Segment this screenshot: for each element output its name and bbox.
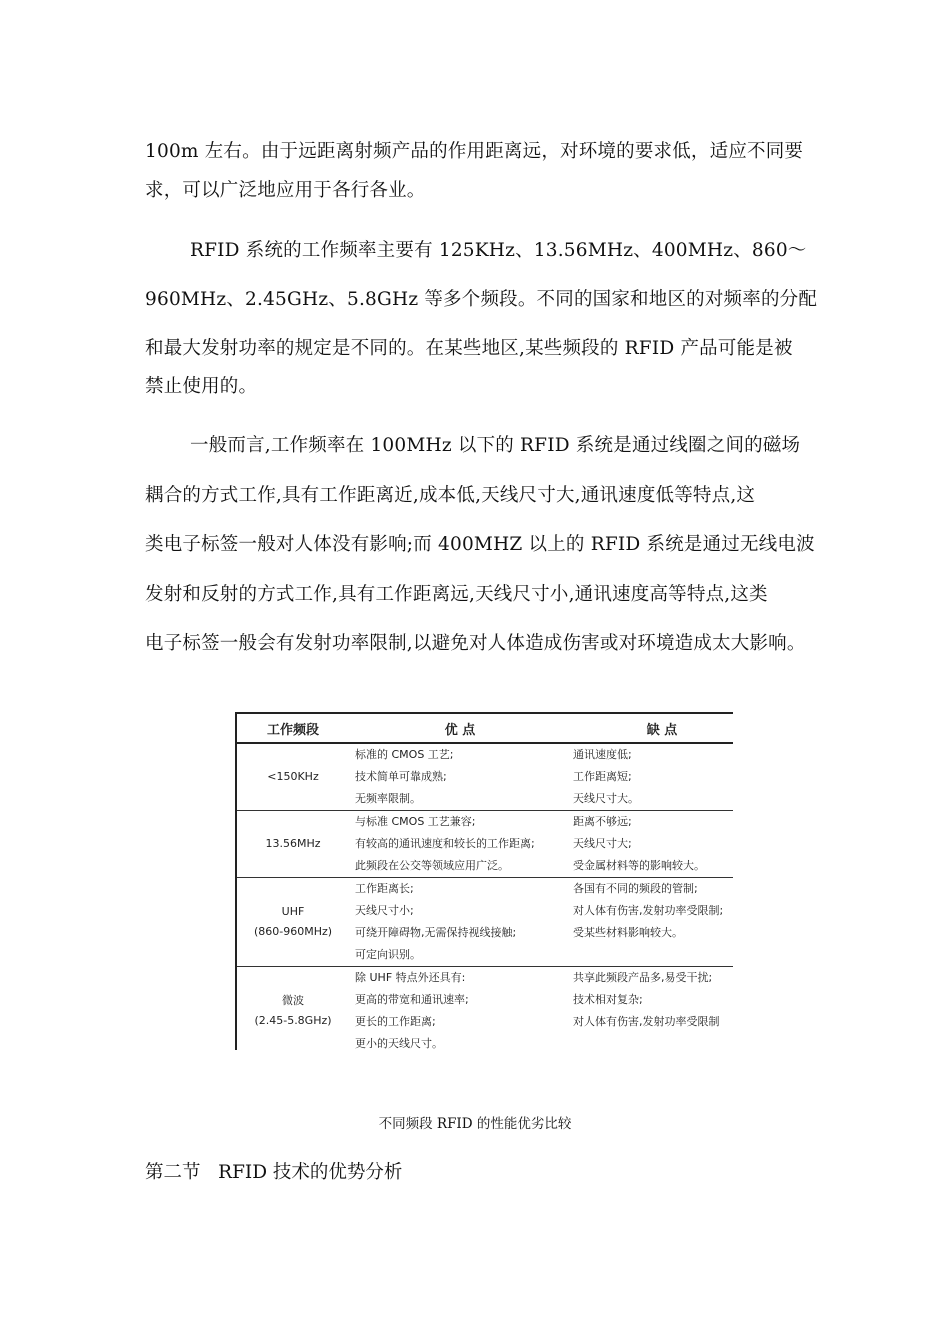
table-row	[235, 743, 733, 811]
paragraph-3-line-4: 发射和反射的方式工作,具有工作距离远,天线尺寸小,通讯速度高等特点,这类	[145, 584, 768, 605]
paragraph-2-line-4: 禁止使用的。	[145, 376, 258, 397]
paragraph-1-line-2: 求，可以广泛地应用于各行各业。	[145, 180, 426, 201]
table-left-border	[235, 712, 237, 1050]
table-row	[235, 878, 733, 967]
cell-disadvantages: 距离不够远; 天线尺寸大; 受金属材料等的影响较大。	[569, 811, 733, 878]
paragraph-2-line-2: 960MHz、2.45GHz、5.8GHz 等多个频段。不同的国家和地区的对频率的分配	[145, 289, 818, 310]
header-frequency: 工作频段	[235, 713, 351, 743]
paragraph-3-line-1: 一般而言,工作频率在 100MHz 以下的 RFID 系统是通过线圈之间的磁场	[190, 435, 801, 456]
paragraph-2-line-3: 和最大发射功率的规定是不同的。在某些地区,某些频段的 RFID 产品可能是被	[145, 338, 793, 359]
paragraph-3-line-5: 电子标签一般会有发射功率限制,以避免对人体造成伤害或对环境造成太大影响。	[145, 633, 806, 654]
cell-frequency: <150KHz	[235, 743, 351, 811]
cell-frequency: UHF (860-960MHz)	[235, 878, 351, 967]
cell-advantages: 与标准 CMOS 工艺兼容; 有较高的通讯速度和较长的工作距离; 此频段在公交等领域应用广泛。	[351, 811, 569, 878]
cell-advantages: 工作距离长; 天线尺寸小; 可绕开障碍物,无需保持视线接触; 可定向识别。	[351, 878, 569, 967]
table-header-row	[235, 713, 733, 743]
header-disadvantages: 缺 点	[569, 713, 733, 743]
paragraph-2-line-1: RFID 系统的工作频率主要有 125KHz、13.56MHz、400MHz、860～	[190, 240, 807, 261]
cell-disadvantages: 通讯速度低; 工作距离短; 天线尺寸大。	[569, 743, 733, 811]
header-advantages: 优 点	[351, 713, 569, 743]
paragraph-3-line-3: 类电子标签一般对人体没有影响;而 400MHZ 以上的 RFID 系统是通过无线电波	[145, 534, 815, 555]
cell-disadvantages: 共享此频段产品多,易受干扰; 技术相对复杂; 对人体有伤害,发射功率受限制	[569, 967, 733, 1051]
frequency-comparison-table	[235, 712, 733, 1050]
table-row	[235, 967, 733, 1051]
cell-frequency: 微波 (2.45-5.8GHz)	[235, 967, 351, 1051]
table-caption: 不同频段 RFID 的性能优劣比较	[378, 1116, 572, 1132]
table-row	[235, 811, 733, 878]
frequency-comparison-table-figure	[235, 712, 733, 1050]
paragraph-1-line-1: 100m 左右。由于远距离射频产品的作用距离远，对环境的要求低，适应不同要	[145, 141, 804, 162]
paragraph-3-line-2: 耦合的方式工作,具有工作距离近,成本低,天线尺寸大,通讯速度低等特点,这	[145, 485, 756, 506]
cell-frequency: 13.56MHz	[235, 811, 351, 878]
section-heading: 第二节 RFID 技术的优势分析	[145, 1162, 403, 1183]
cell-advantages: 除 UHF 特点外还具有: 更高的带宽和通讯速率; 更长的工作距离; 更小的天线尺寸。	[351, 967, 569, 1051]
cell-advantages: 标准的 CMOS 工艺; 技术简单可靠成熟; 无频率限制。	[351, 743, 569, 811]
cell-disadvantages: 各国有不同的频段的管制; 对人体有伤害,发射功率受限制; 受某些材料影响较大。	[569, 878, 733, 967]
